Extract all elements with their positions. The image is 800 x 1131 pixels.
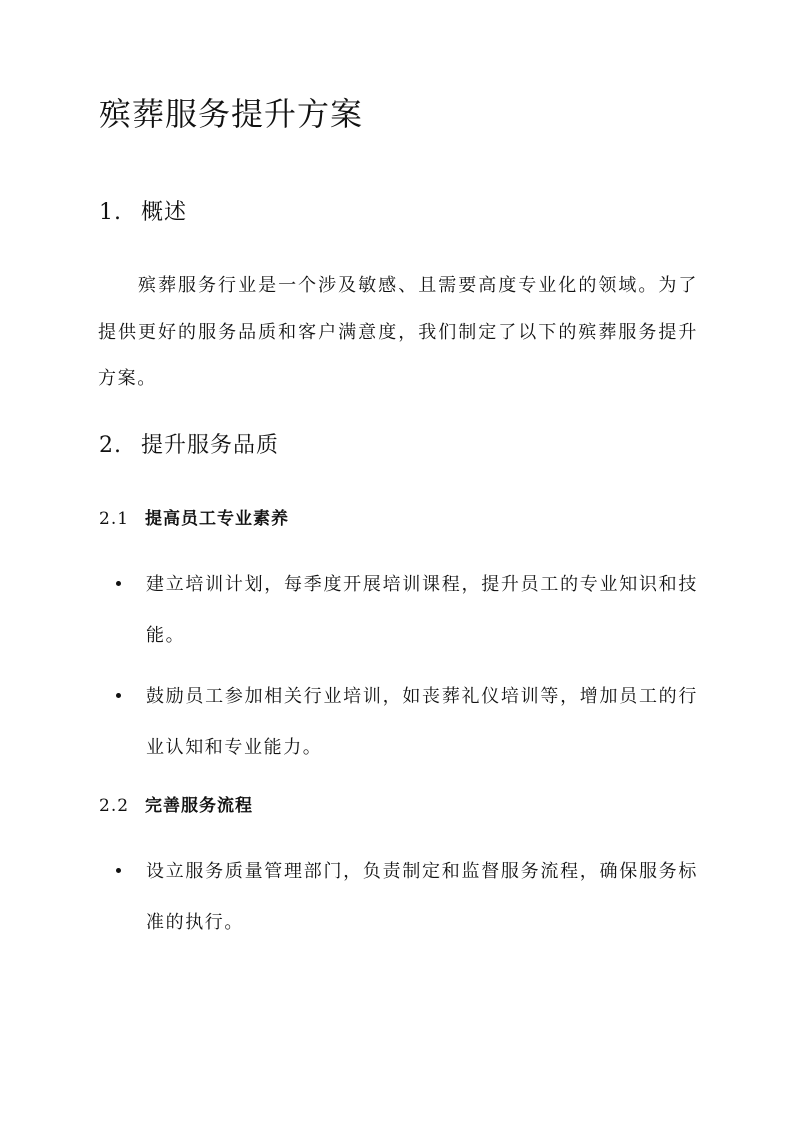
document-title: 殡葬服务提升方案 bbox=[99, 95, 364, 133]
overview-paragraph: 殡葬服务行业是一个涉及敏感、且需要高度专业化的领域。为了提供更好的服务品质和客户满意度，我们制定了以下的殡葬服务提升方案。 bbox=[98, 275, 698, 389]
list-item bbox=[116, 559, 698, 661]
section-number: 1. bbox=[99, 200, 122, 225]
section-number: 2. bbox=[99, 433, 122, 458]
list-item bbox=[116, 671, 698, 773]
bullet-icon bbox=[116, 693, 121, 698]
section-title: 概述 bbox=[141, 200, 188, 225]
list-item-text: 鼓励员工参加相关行业培训，如丧葬礼仪培训等，增加员工的行业认知和专业能力。 bbox=[146, 686, 698, 758]
section-heading-service-quality bbox=[99, 435, 279, 457]
subsection-number: 2.2 bbox=[99, 796, 130, 816]
bullet-icon bbox=[116, 581, 121, 586]
subsection-number: 2.1 bbox=[99, 509, 130, 529]
subsection-title: 提高员工专业素养 bbox=[145, 509, 289, 529]
subsection-heading-staff-training bbox=[99, 511, 289, 528]
list-item-text: 建立培训计划，每季度开展培训课程，提升员工的专业知识和技能。 bbox=[146, 574, 698, 646]
section-heading-overview bbox=[99, 202, 187, 224]
subsection-heading-service-process bbox=[99, 798, 253, 815]
list-item-text: 设立服务质量管理部门，负责制定和监督服务流程，确保服务标准的执行。 bbox=[146, 861, 698, 933]
bullet-icon bbox=[116, 868, 121, 873]
subsection-title: 完善服务流程 bbox=[145, 796, 253, 816]
list-item bbox=[116, 846, 698, 948]
section-title: 提升服务品质 bbox=[141, 433, 280, 458]
